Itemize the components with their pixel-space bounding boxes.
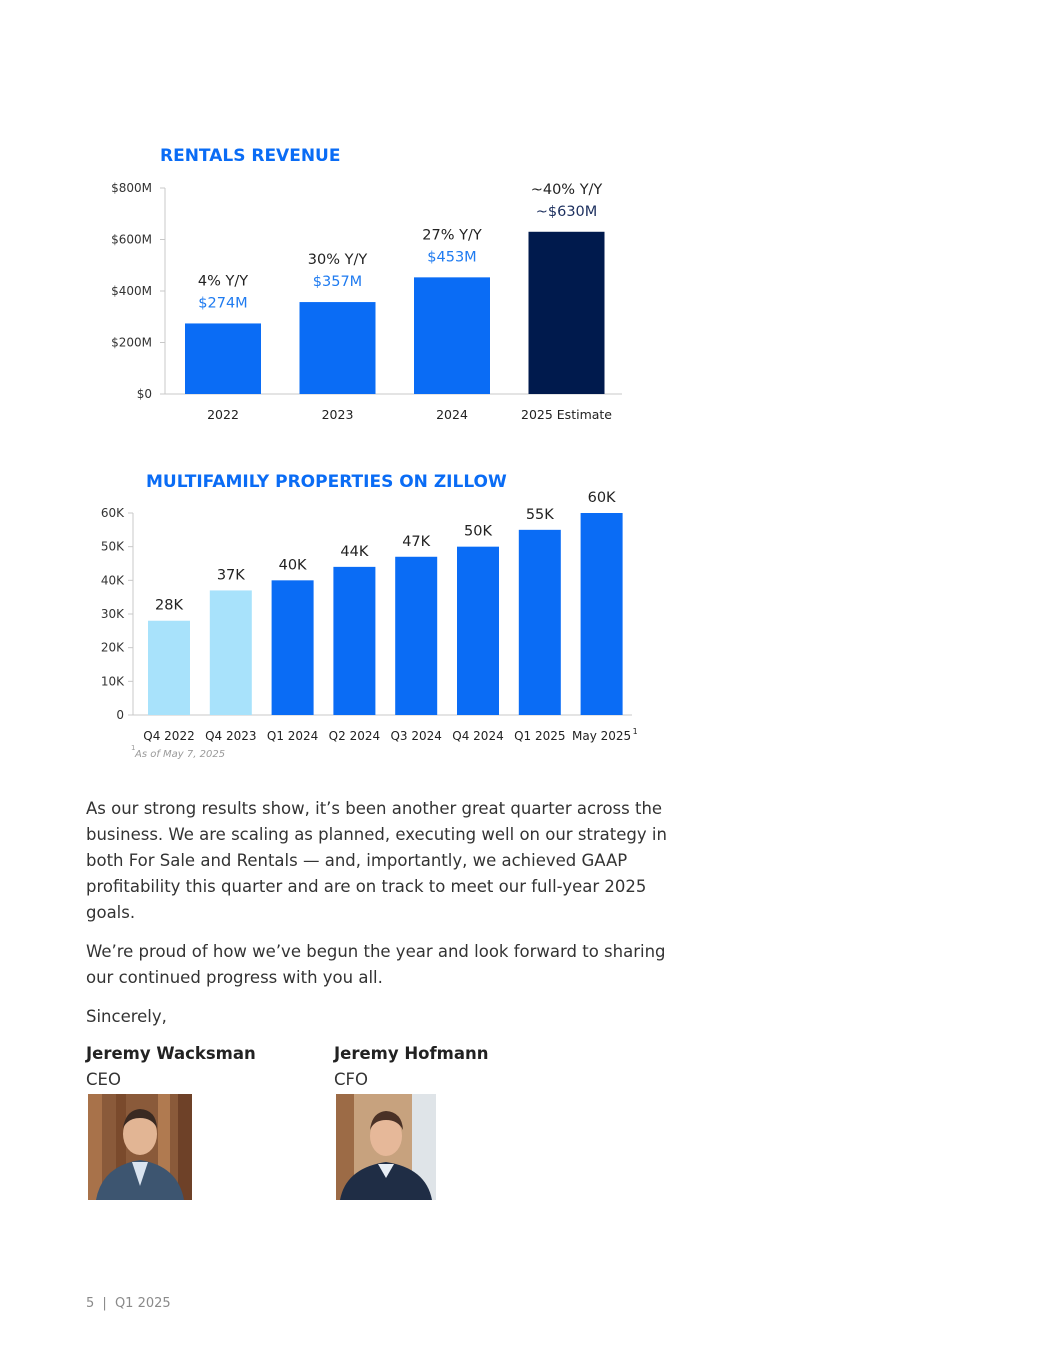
y-tick-label: $200M bbox=[111, 335, 152, 350]
x-tick-label: Q4 2022 bbox=[143, 729, 195, 743]
bar bbox=[210, 590, 252, 715]
footer-separator: | bbox=[102, 1296, 107, 1311]
value-label: 37K bbox=[216, 567, 245, 584]
footnote-text: As of May 7, 2025 bbox=[135, 749, 226, 760]
value-label: $453M bbox=[427, 249, 477, 266]
signatory-name: Jeremy Hofmann bbox=[334, 1044, 489, 1063]
y-tick-label: $0 bbox=[136, 387, 152, 401]
chart-title: RENTALS REVENUE bbox=[160, 146, 341, 166]
page-number: 5 bbox=[86, 1296, 95, 1311]
x-tick-superscript: 1 bbox=[632, 727, 638, 736]
y-tick-label: 30K bbox=[100, 607, 124, 621]
x-tick-label: 2025 Estimate bbox=[521, 407, 612, 422]
bar bbox=[529, 232, 605, 394]
bar bbox=[457, 547, 499, 715]
signatory-role: CEO bbox=[86, 1070, 121, 1089]
signatory-name: Jeremy Wacksman bbox=[86, 1044, 256, 1063]
x-tick-label: 2023 bbox=[321, 407, 354, 422]
bar bbox=[185, 323, 261, 394]
growth-label: 30% Y/Y bbox=[307, 252, 368, 269]
x-tick-label: 2024 bbox=[436, 407, 468, 422]
growth-label: 27% Y/Y bbox=[422, 227, 482, 244]
letter-paragraph: We’re proud of how we’ve begun the year and look forward to sharing our continued progress with you all. bbox=[86, 942, 666, 987]
bar bbox=[581, 513, 623, 715]
value-label: $357M bbox=[312, 274, 363, 291]
x-tick-label: Q4 2023 bbox=[205, 729, 257, 743]
rentals-revenue-chart bbox=[0, 130, 700, 430]
value-label: 55K bbox=[525, 506, 554, 523]
letter-body bbox=[86, 796, 686, 1043]
page-footer bbox=[86, 1296, 171, 1311]
y-tick-label: 20K bbox=[100, 640, 124, 655]
letter-paragraph: As our strong results show, it’s been another great quarter across the business. We are scaling as planned, executing well on our strategy in both For Sale and Rentals — and, importantly, we achieved GAAP profitability this quarter and are on track to meet our full-year 2025 goals. bbox=[86, 799, 667, 922]
x-tick-label: Q2 2024 bbox=[328, 729, 381, 743]
ceo-portrait-photo bbox=[88, 1094, 192, 1200]
value-label: 44K bbox=[340, 543, 369, 560]
value-label: $274M bbox=[198, 295, 248, 312]
value-label: 40K bbox=[278, 557, 307, 574]
cfo-portrait-photo bbox=[336, 1094, 436, 1200]
x-tick-label: May 2025 bbox=[572, 729, 632, 743]
value-label: 50K bbox=[464, 523, 492, 540]
bar bbox=[148, 621, 190, 715]
value-label: 28K bbox=[155, 597, 183, 614]
growth-label: ~40% Y/Y bbox=[530, 181, 603, 198]
letter-closing: Sincerely, bbox=[86, 1007, 167, 1026]
x-tick-label: 2022 bbox=[207, 407, 239, 422]
y-tick-label: 50K bbox=[100, 539, 124, 554]
bar bbox=[519, 530, 561, 715]
bar bbox=[272, 580, 314, 715]
y-tick-label: $600M bbox=[111, 232, 152, 247]
y-tick-label: $800M bbox=[111, 181, 152, 195]
bar bbox=[414, 277, 490, 394]
footer-period: Q1 2025 bbox=[114, 1296, 171, 1311]
x-tick-label: Q1 2025 bbox=[514, 729, 566, 743]
footnote-mark: 1 bbox=[131, 744, 136, 752]
value-label: 47K bbox=[402, 533, 431, 550]
value-label: ~$630M bbox=[535, 203, 598, 220]
x-tick-label: Q3 2024 bbox=[390, 729, 442, 743]
x-tick-label: Q4 2024 bbox=[452, 729, 504, 743]
value-label: 60K bbox=[587, 490, 616, 506]
multifamily-properties-chart bbox=[0, 462, 700, 772]
y-tick-label: 40K bbox=[100, 573, 124, 588]
signatory-role: CFO bbox=[334, 1070, 368, 1089]
signatory-cfo bbox=[334, 1041, 489, 1093]
bar bbox=[395, 557, 437, 715]
x-tick-label: Q1 2024 bbox=[266, 729, 319, 743]
bar bbox=[300, 302, 376, 394]
signatory-ceo bbox=[86, 1041, 256, 1093]
y-tick-label: 10K bbox=[100, 674, 124, 689]
y-tick-label: 60K bbox=[100, 506, 124, 520]
bar bbox=[333, 567, 375, 715]
chart-title: MULTIFAMILY PROPERTIES ON ZILLOW bbox=[146, 472, 507, 492]
y-tick-label: $400M bbox=[111, 284, 152, 298]
y-tick-label: 0 bbox=[116, 708, 124, 722]
growth-label: 4% Y/Y bbox=[197, 273, 249, 290]
